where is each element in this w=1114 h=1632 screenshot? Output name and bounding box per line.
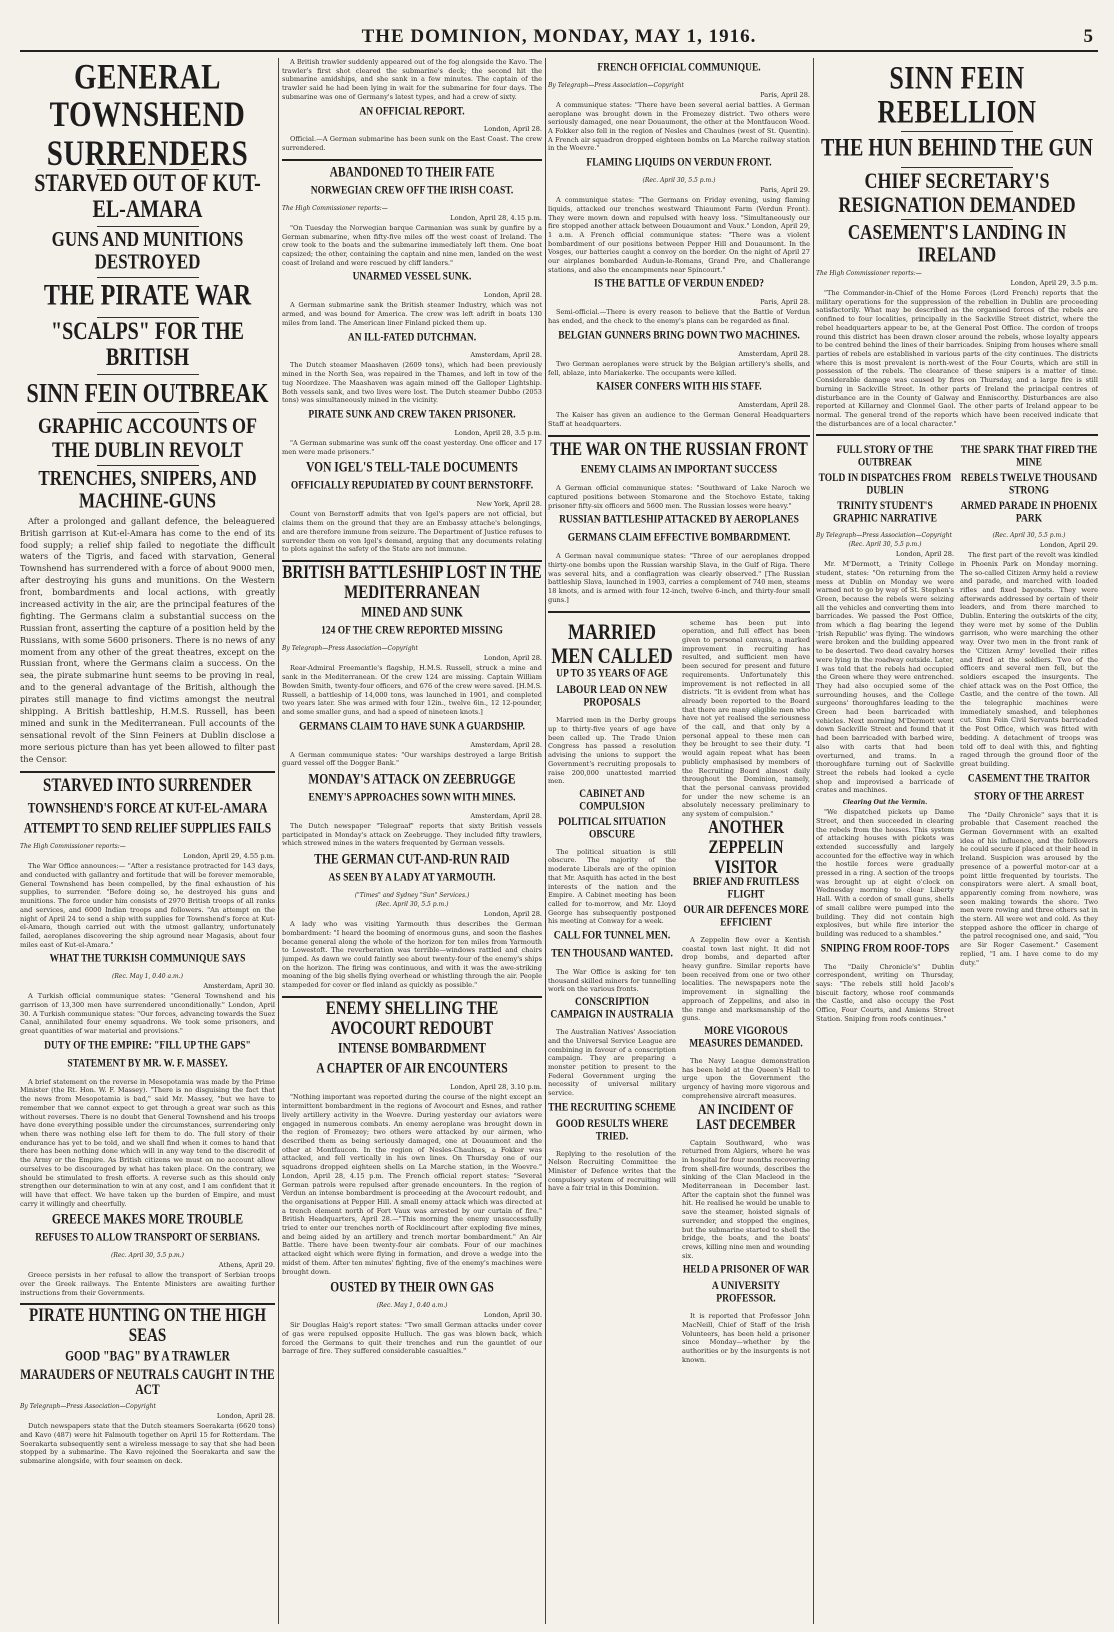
divider <box>282 996 542 998</box>
page-number: 5 <box>1083 26 1094 47</box>
dateline: London, April 28, 4.15 p.m. <box>450 213 542 222</box>
dateline: Paris, April 28. <box>760 90 810 99</box>
subheadline: BELGIAN GUNNERS BRING DOWN TWO MACHINES. <box>558 329 800 342</box>
article-body: The political situation is still obscure. The majority of the moderate Liberals are of the opinion that Mr. Asquith has acted in the best interests of the nation and the Empire. A Cabinet meeting has been called for to-morrow, and Mr. Lloyd George has subsequently postponed his meeting at Conway for a week. <box>548 847 676 926</box>
article-body: Married men in the Derby groups up to thirty-five years of age have been called up. The Trade Union Congress has passed a resolution advising the unions to support the Government's recruiting proposals to raise 200,000 unattested married men. <box>548 716 676 786</box>
headline: STARVED INTO SURRENDER <box>43 776 252 797</box>
article-body: Rear-Admiral Freemantle's flagship, H.M.S. Russell, struck a mine and sank in the Mediterranean. Of the crew 124 are missing. Captain William Bowden Smith, twenty-four officers, and 676 of the crew were saved. [H.M.S. Russell, a battleship of 14,000 tons, was launched in 1901, and completed two years later. She was armed with four 12in., twelve 6in., 12 12-pounder, and some smaller guns, and had a speed of nineteen knots.] <box>282 664 542 716</box>
headline-townshend: GENERAL TOWNSHEND SURRENDERS <box>46 58 249 174</box>
column-2 <box>282 58 542 1624</box>
dateline: New York, April 28. <box>476 500 542 509</box>
headline: CASEMENT'S LANDING IN IRELAND <box>847 220 1067 267</box>
subheadline: THE SPARK THAT FIRED THE MINE <box>960 444 1098 470</box>
received-line: (Rec. May 1, 0.40 a.m.) <box>112 973 183 981</box>
subheadline: ATTEMPT TO SEND RELIEF SUPPLIES FAILS <box>23 821 272 837</box>
subheadline: CALL FOR TUNNEL MEN. <box>553 929 671 943</box>
dateline: Amsterdam, April 28. <box>470 812 542 821</box>
dateline: Amsterdam, April 28. <box>738 349 810 358</box>
divider <box>97 277 199 278</box>
source-line: By Telegraph—Press Association—Copyright <box>282 645 418 653</box>
two-column-section <box>548 619 810 1369</box>
article-body: A lady who was visiting Yarmouth thus describes the German bombardment: "I heard the booming of enormous guns, and soon the flashes became general along the whole of the horizon for ten miles from Yarmouth to Lowestoft. The reverberation was terrible—windows rattled and chairs jumped. As dawn we could faintly see about twenty-four of the enemy's ships on the horizon. The firing was continuous, and with it was the awe-striking moaning of the big shells flying overhead or whistling through the air. People stampeded for cover or fled inland as quickly as possible." <box>282 920 542 990</box>
subheadline: GERMANS CLAIM EFFECTIVE BOMBARDMENT. <box>567 531 791 545</box>
divider <box>97 374 199 375</box>
source-line: The High Commissioner reports:— <box>282 204 388 212</box>
received-line: (Rec. May 1, 0.40 a.m.) <box>376 1302 448 1310</box>
subheadline: STORY OF THE ARREST <box>974 790 1084 803</box>
subheadline: NORWEGIAN CREW OFF THE IRISH COAST. <box>310 184 514 197</box>
subheadline: CABINET AND COMPULSION <box>579 788 645 814</box>
subheadline: IS THE BATTLE OF VERDUN ENDED? <box>594 277 764 291</box>
received-line: (Rec. April 30, 5.5 p.m.) <box>992 532 1066 540</box>
article-body: The War Office is asking for ten thousand skilled miners for tunnelling work on the various fronts. <box>548 968 676 994</box>
headline: THE GERMAN CUT-AND-RUN RAID <box>314 852 510 868</box>
subheadline: GOOD "BAG" BY A TRAWLER <box>65 1349 230 1365</box>
headline: GRAPHIC ACCOUNTS OF THE DUBLIN REVOLT <box>37 413 257 462</box>
divider <box>548 435 810 437</box>
subheadline: FRENCH OFFICIAL COMMUNIQUE. <box>597 61 761 75</box>
source-line: By Telegraph—Press Association—Copyright <box>20 1403 156 1411</box>
subheadline: AN OFFICIAL REPORT. <box>359 105 465 118</box>
received-line: (Rec. April 30, 5.5 p.m.) <box>111 1252 184 1260</box>
received-line: (Rec. April 30, 5.5 p.m.) <box>848 541 922 549</box>
headline: VON IGEL'S TELL-TALE DOCUMENTS <box>306 460 518 476</box>
divider <box>20 771 275 773</box>
article-body: The "Daily Chronicle" says that it is probable that Casement reached the German Government with an exalted idea of his influence, and the followers he could secure if placed at their head in Ireland. Suspicion was aroused by the presence of a powerful motor-car at a point little frequented by tourists. The conspirators were alert. A small boat, apparently coming from nowhere, was seen making towards the shore. Two men were rowing and three others sat in the stern. All were wet and cold. As they stepped ashore the officer in charge of the patrol recognised one, and said, "You are Sir Roger Casement." Casement replied, "I am. I have come to do my duty." <box>960 810 1098 967</box>
subheadline: CASEMENT THE TRAITOR <box>967 772 1091 785</box>
headline: THE PIRATE WAR <box>43 279 252 313</box>
received-line: (Rec. April 30, 5.5 p.m.) <box>375 901 449 909</box>
subheadline: SNIPING FROM ROOF-TOPS <box>820 942 950 955</box>
subheadline: THE RECRUITING SCHEME <box>548 1101 676 1114</box>
article-body: Semi-official.—There is every reason to believe that the Battle of Verdun has ended, and the check to the enemy's plans can be regarded as final. <box>548 308 810 326</box>
headline-sinn-fein: SINN FEIN REBELLION <box>877 59 1037 131</box>
divider <box>282 159 542 161</box>
column-rule <box>278 58 279 1624</box>
article-body: Two German aeroplanes were struck by the Belgian artillery's shells, and fell, ablaze, into Mariakerke. The occupants were killed. <box>548 359 810 377</box>
source-line: ("Times" and Sydney "Sun" Services.) <box>354 892 470 900</box>
article-body: The War Office announces:— "After a resistance protracted for 143 days, and conducted with gallantry and fortitude that will be forever memorable, General Townshend has been compelled, by the final exhaustion of his supplies, to surrender. "Before doing so, he destroyed his guns and munitions. The force under him consists of 2970 British troops of all ranks and services, and 6000 Indian troops and followers. "An attempt on the night of April 24 to send a ship with supplies for Townshend's force at Kut-el-Amara, though carried out with the utmost gallantry, unfortunately failed, aeroplanes discovering the ship aground near Magasis, about four miles east of Kut-el-Amara." <box>20 862 275 949</box>
subheadline: RUSSIAN BATTLESHIP ATTACKED BY AEROPLANES <box>559 513 799 527</box>
received-line: (Rec. April 30, 5.5 p.m.) <box>642 177 716 185</box>
subheadline: ENEMY CLAIMS AN IMPORTANT SUCCESS <box>580 463 778 477</box>
subheadline: GOOD RESULTS WHERE TRIED. <box>555 1117 669 1143</box>
divider <box>816 434 1098 436</box>
article-body: Mr. M'Dermott, a Trinity College student, states: "On returning from the mess at Dublin on Monday we were warned not to go by way of St. Stephen's Green, because the rebels were seizing all the vehicles and converting them into barricades. We passed the Post Office, from which a flag bearing the legend 'Irish Republic' was flying. The windows were broken and the building appeared to be deserted. Two dead cavalry horses were lying in the roadway outside. Later, I was told that the rebels had occupied the Green where they were entrenched. They had also occupied some of the surrounding houses, and the College surgeons' thoroughfares leading to the Green had been barricaded with vehicles. Next morning M'Dermott went down Sackville Street and found that it had been barricaded with barbed wire, also with carts that had been overturned, and trams. In a thoroughfare turning out of Sackville Street the rebels had looked a cycle shop and improvised a barricade of crates and machines. <box>816 560 954 795</box>
subheadline: REBELS TWELVE THOUSAND STRONG <box>960 472 1098 498</box>
masthead-title: THE DOMINION, MONDAY, MAY 1, 1916. <box>361 26 757 47</box>
subheadline: TEN THOUSAND WANTED. <box>551 947 673 961</box>
dateline: Amsterdam, April 28. <box>470 351 542 360</box>
article-body: The Kaiser has given an audience to the German General Headquarters Staff at headquarters. <box>548 411 810 428</box>
article-body: "We dispatched pickets up Dame Street, and then succeeded in clearing the rebels from the houses. This system of attacking houses with pickets was extended successfully and largely accounted for the effective way in which the hostile forces were gradually pressed in a ring. A section of the troops was brought up at eight o'clock on Wednesday morning to clear Liberty Hall. With a cordon of small guns, shells of small calibre were pumped into the building. They did not contain high explosives, but while fire interior the building was reduced to a shambles." <box>816 808 954 938</box>
headline: OUSTED BY THEIR OWN GAS <box>330 1280 494 1296</box>
article-body: scheme has been put into operation, and full effect has been given to personal canvass, a marked improvement in recruiting has resulted, and sufficient men have been secured for present and future requirements. Unfortunately this improvement is not reflected in all districts. "It is evident from what has already been reported to the Board that there are many eligible men who have not yet realised the seriousness of the call, and that only by a personal appeal to these men can they be brought to see their duty. "I would again repeat what has been publicly emphasised by members of the Recruiting Board almost daily throughout the Dominion, namely, that the personal canvass provided for under the new scheme is an absolutely necessary preliminary to any system of compulsion." <box>682 618 810 819</box>
subheadline: MORE VIGOROUS MEASURES DEMANDED. <box>689 1025 803 1051</box>
subcolumn-right <box>960 442 1098 1027</box>
article-body: Sir Douglas Haig's report states: "Two small German attacks under cover of gas were repulsed opposite Hulluch. The gas was blown back, which forced the Germans to quit their trenches and run the gauntlet of our barrage of fire. They suffered considerable casualties." <box>282 1321 542 1356</box>
subheadline: OUR AIR DEFENCES MORE EFFICIENT <box>683 904 809 930</box>
dateline: Paris, April 28. <box>760 298 810 307</box>
article-body: Count von Bernstorff admits that von Igel's papers are not official, but claims them on the ground that they are an Embassy attache's belongings, and are therefore immune from seizure. The Department of Justice refuses to surrender them on von Igel's demand, arguing that any documents relating to plots against the safety of the State are not immune. <box>282 510 542 554</box>
article-body: "The Commander-in-Chief of the Home Forces (Lord French) reports that the military operations for the suppression of the rebellion in Dublin are proceeding satisfactorily. What may be described as the organised forces of the rebels are confined to four localities, principally in the Sackville Street district, where the rebel headquarters appear to be, at the General Post Office. The cordon of troops round this district has been drawn closer around the rebels, whose loyalty appears to be centred behind the lines of their barricades. Sniping from houses where small parties of rebels are established in various parts of the city continues. The districts where this is most prevalent is north-west of the Four Courts, which are still in possession of the rebels. The clearance of these snipers is a matter of time. Considerable damage was caused by fires on Thursday, and a large fire is still burning in Sackville Street. In other parts of Ireland the principal centres of disturbance are in the County of Galway and Enniscorthy. Disturbances are also reported at Killarney and Clonmel Gaol. The other parts of Ireland appear to be normal. The general trend of the reports which have been received indicate that the disturbances are of a local character." <box>816 289 1098 428</box>
subheadline: DUTY OF THE EMPIRE: "FILL UP THE GAPS" <box>44 1039 251 1052</box>
subheadline: OFFICIALLY REPUDIATED BY COUNT BERNSTORFF. <box>290 479 534 493</box>
subheadline: MINED AND SUNK <box>361 605 463 621</box>
article-body: The first part of the revolt was kindled in Phoenix Park on Monday morning. The so-called Citizen Army held a review and parade, and marched with loaded rifles and fixed bayonets. They were afterwards addressed by certain of their leaders, and from there marched to Dublin. Entering the outskirts of the city, they were met by some of the Dublin garrison, who were marching the other way. Over two men in the front rank of the 'Citizen Army' levelled their rifles and fired at the soldiers. Two of the officers and several men fell, but the soldiers escaped the insurgents. The chief attack was on the Post Office, the Castle, and the centre of the town. All the telegraphic machines were immediately smashed, and telephones cut. Sinn Fein Civil Servants barricaded the Post Office, which was fitted with bedding. A detachment of troops was told off to deal with this, and fighting raged through the ground floor of the great building. <box>960 551 1098 768</box>
subheadline: KAISER CONFERS WITH HIS STAFF. <box>596 380 762 394</box>
dateline: London, April 29, 4.55 p.m. <box>183 852 275 861</box>
dateline: Athens, April 29. <box>218 1261 275 1270</box>
subheadline: CONSCRIPTION CAMPAIGN IN AUSTRALIA <box>550 996 674 1022</box>
subheadline: UNARMED VESSEL SUNK. <box>352 270 472 284</box>
column-1 <box>20 58 275 1624</box>
source-line: By Telegraph—Press Association—Copyright <box>816 532 952 540</box>
article-body: "A German submarine was sunk off the coast yesterday. One officer and 17 men were made prisoners." <box>282 438 542 456</box>
headline: MONDAY'S ATTACK ON ZEEBRUGGE <box>308 772 516 788</box>
source-line: By Telegraph—Press Association—Copyright <box>548 81 684 89</box>
subcolumn-left <box>816 442 954 1027</box>
subheadline: POLITICAL SITUATION OBSCURE <box>558 816 666 842</box>
article-body: A communique states: "The Germans on Friday evening, using flaming liquids, attacked our trenches westward Thiaumont Farm (Verdun Front). They were mown down and repulsed with heavy loss. "Simultaneously our fire stopped another attack between Douaumont and Vaux." London, April 29, 1 a.m. A French official communique states: "There was a violent bombardment of our positions between Pepper Hill and Douaumont. In the Vosges, our batteries caught a convoy on the border. On the night of April 27 our airplanes bombarded Audun-le-Romans, Grand Pre, and Challerange stations, and also the encampments near Spincourt." <box>548 196 810 274</box>
headline: CHIEF SECRETARY'S RESIGNATION DEMANDED <box>838 167 1076 217</box>
headline: THE WAR ON THE RUSSIAN FRONT <box>550 439 808 460</box>
article-body: Captain Southward, who was returned from Algiers, where he was in hospital for four months recovering from shell-fire wounds, describes the sinking of the Clan Macleod in the Mediterranean in December last. After the captain shot the funnel was hit. He realised he would be unable to save the steamer, hoisted signals of surrender, and stopped the engines, but the submarine started to shell the bridge, the boats, and the boats' crews, killing nine men and wounding six. <box>682 1138 810 1260</box>
article-body: "On Tuesday the Norwegian barque Carmanian was sunk by gunfire by a German submarine, when fifty-five miles off the west coast of Ireland. The crew took to the boats and the submarine immediately left them. One boat capsized; the other, containing the captain and nine men, landed on the west coast of Ireland and were rescued by cliff landers." <box>282 223 542 267</box>
subheadline: AN ILL-FATED DUTCHMAN. <box>347 331 477 344</box>
article-body: The "Daily Chronicle's" Dublin correspondent, writing on Thursday, says: "The rebels still hold Jacob's biscuit factory, whose roof commands the Castle, and also occupy the Post Office, Four Courts, and Amiens Street Station. Sniping from roofs continues." <box>816 962 954 1023</box>
subheadline: AS SEEN BY A LADY AT YARMOUTH. <box>328 871 496 885</box>
article-body: A Zeppelin flew over a Kentish coastal town last night. It did not drop bombs, and departed after heavy gunfire. Similar reports have been received from one or two other localities. The newspapers note the improvement in signalling the approach of Zeppelins, and also in the range and marksmanship of the guns. <box>682 935 810 1023</box>
article-body: Official.—A German submarine has been sunk on the East Coast. The crew surrendered. <box>282 135 542 153</box>
dateline: London, April 28. <box>483 291 542 300</box>
article-body: A German official communique states: "Southward of Lake Naroch we captured positions between Stomarone and the Stochovo Estate, taking prisoner fifty-six officers and 5600 men. The Russian losses were heavy." <box>548 484 810 510</box>
column-4 <box>816 58 1098 1624</box>
column-rule <box>813 58 814 1624</box>
section-subhead: Clearing Out the Vermin. <box>842 799 928 807</box>
headline: MARRIED MEN CALLED <box>551 618 673 668</box>
dateline: London, April 28. <box>216 1412 275 1421</box>
subheadline: A CHAPTER OF AIR ENCOUNTERS <box>316 1061 508 1077</box>
article-body: It is reported that Professor John MacNeill, Chief of Staff of the Irish Volunteers, has been held a prisoner since Monday—whether by the authorities or by the insurgents is not known. <box>682 1312 810 1364</box>
divider <box>282 560 542 562</box>
dateline: London, April 28. <box>483 654 542 663</box>
dateline: London, April 28. <box>483 125 542 134</box>
dateline: Paris, April 29. <box>760 186 810 195</box>
column-3 <box>548 58 810 1624</box>
headline: ANOTHER ZEPPELIN VISITOR <box>708 817 784 877</box>
headline: BRITISH BATTLESHIP LOST IN THE MEDITERRANEAN <box>282 562 542 603</box>
article-body: A Turkish official communique states: "General Townshend and his garrison of 13,300 men have surrendered unconditionally." London, April 30. A Turkish communique states: "Our forces, advancing towards the Suez Canal, annihilated four enemy squadrons. We took some prisoners, and great quantities of war material and provisions." <box>20 992 275 1036</box>
subheadline: WHAT THE TURKISH COMMUNIQUE SAYS <box>49 952 246 966</box>
article-body: Replying to the resolution of the Nelson Recruiting Committee the Minister of Defence writes that the compulsory system of recruiting will have a fair trial in this Dominion. <box>548 1149 676 1193</box>
subheadline: REFUSES TO ALLOW TRANSPORT OF SERBIANS. <box>35 1231 260 1245</box>
subcolumn-left <box>548 619 676 1369</box>
headline: STARVED OUT OF KUT-EL-AMARA <box>34 169 261 224</box>
subheadline: INTENSE BOMBARDMENT <box>338 1041 486 1057</box>
subheadline: 124 OF THE CREW REPORTED MISSING <box>321 624 503 638</box>
headline: "SCALPS" FOR THE BRITISH <box>51 317 244 372</box>
two-column-section <box>816 442 1098 1027</box>
subheadline: MARAUDERS OF NEUTRALS CAUGHT IN THE ACT <box>20 1368 275 1399</box>
subheadline: HELD A PRISONER OF WAR <box>682 1263 810 1277</box>
headline: GUNS AND MUNITIONS DESTROYED <box>51 227 244 274</box>
headline: SINN FEIN OUTBREAK <box>26 377 269 409</box>
headline: TRENCHES, SNIPERS, AND MACHINE-GUNS <box>38 466 257 513</box>
intro-summary: After a prolonged and gallant defence, the beleaguered British garrison at Kut-el-Amara has come to the end of its food supply; a relief ship failed to negotiate the difficult waters of the Tigris, and faced with starvation, General Townshend has surrendered with a force of about 9000 men, after destroying his guns and munitions. On the Western front, bombardments and local actions, with greatly increased activity in the air, are the principal features of the fighting. The Germans claim a substantial success on the Russian front, asserting the capture of a position held by the Russians, with some 5600 prisoners. There is no news of any moment from any other of the great theatres, except on the Russian front, where the Germans claim a success. On the sea, the pirate submarine hunt seems to be proving in real, and to the general advantage of the British, although the pirates still manage to find victims amongst the neutral shipping. A British battleship, H.M.S. Russell, has been mined and sunk in the Mediterranean. Full accounts of the sensational revolt of the Sinn Feiners at Dublin disclose a more serious picture than has yet been allowed to filter past the Censor. <box>20 515 275 764</box>
dateline: Amsterdam, April 28. <box>738 401 810 410</box>
subheadline: FLAMING LIQUIDS ON VERDUN FRONT. <box>586 156 772 170</box>
subheadline: BRIEF AND FRUITLESS FLIGHT <box>692 876 800 902</box>
article-body: "Nothing important was reported during the course of the night except an intermittent bombardment in the regions of Avocourt and Esnes, and rather lively artillery activity in the Woevre. During yesterday our aviators were engaged in numerous combats. An enemy aeroplane was brought down in the region of Fromezey; two others were attacked by our airmen, who described them as being seriously damaged, one at Douaumont and the other at Montfaucon. In the region of Nesles-Chaulnes, a Fokker was attacked, and fell vertically in his own lines. On Thursday one of our squadrons dropped eighteen shells on La Marche station, in the Woevre." London, April 28, 4.15 p.m. The French official report states: "Several German patrols were repulsed after grenade encounters. In the region of Verdun an intense bombardment is proceeding at the Avocourt redoubt, and the organisations at Pepper Hill. A small enemy attack which was directed at a trench element north of Fort Vaux was arrested by our curtain of fire." British Headquarters, April 28.—"This morning the enemy unsuccessfully tried to enter our trenches north of Rocklincourt after exploding five mines, and being aided by an artillery and trench mortar bombardment." An Air Battle. There have been twenty-four air combats. Four of our machines attacked eight which were flying in formation, and drove a wedge into the midst of them. After ten minutes' fighting, five of the enemy's machines were brought down. <box>282 1093 542 1276</box>
article-body: A brief statement on the reverse in Mesopotamia was made by the Prime Minister (the Rt. Hon. W. F. Massey). "There is no disguising the fact that the news from Mesopotamia is bad," said Mr. Massey, "but we have to remember that we cannot expect to get through a great war such as this without reverses. There is no doubt that General Townshend and his troops have done everything possible under the circumstances, surrendering only when there was nothing else left for them to do. The full story of their endurance has yet to be told, and we shall find when it comes to hand that there has been nothing done which will in any way tend to the discredit of the Army or the Empire. As British citizens we must on no account allow ourselves to be discouraged by what has taken place. On the contrary, we should be stimulated to fresh efforts. A reverse such as this should only strengthen our determination to win at any cost, and I am confident that it will have that effect. We have taken up the burden of Empire, and must carry it willingly and cheerfully. <box>20 1077 275 1208</box>
column-rule <box>545 58 546 1624</box>
article-body: The Dutch newspaper "Telegraaf" reports that sixty British vessels participated in Monday's attack on Zeebrugge. They included fifty trawlers, which strewed mines in the waters frequented by German vessels. <box>282 822 542 848</box>
subheadline: STATEMENT BY MR. W. F. MASSEY. <box>67 1057 228 1070</box>
article-body: A German communique states: "Our warships destroyed a large British guard vessel off the Dogger Bank." <box>282 750 542 768</box>
headline: AN INCIDENT OF LAST DECEMBER <box>696 1103 796 1134</box>
subheadline: GERMANS CLAIM TO HAVE SUNK A GUARDSHIP. <box>299 720 525 733</box>
subheadline: TRINITY STUDENT'S GRAPHIC NARRATIVE <box>832 500 938 526</box>
headline: ENEMY SHELLING THE AVOCOURT REDOUBT <box>325 998 499 1039</box>
article-body: Dutch newspapers state that the Dutch steamers Soerakarta (6620 tons) and Kavo (487) were hit Falmouth together on April 15 for Rotterdam. The Soerakarta subsequently sent a wireless message to say that she had been stopped by a submarine. The Kavo rejoined the Soerakarta and saw the submarine alongside, with four seamen on deck. <box>20 1422 275 1465</box>
subheadline: ENEMY'S APPROACHES SOWN WITH MINES. <box>308 791 516 805</box>
headline: THE HUN BEHIND THE GUN <box>821 133 1093 162</box>
article-body: A German submarine sank the British steamer Industry, which was not armed, and was bound for America. The crew was left adrift in boats 130 miles from land. The American liner Finland picked them up. <box>282 301 542 327</box>
subheadline: PIRATE SUNK AND CREW TAKEN PRISONER. <box>308 408 516 422</box>
subheadline: TOWNSHEND'S FORCE AT KUT-EL-AMARA <box>27 801 268 817</box>
subheadline: FULL STORY OF THE OUTBREAK <box>836 444 934 470</box>
dateline: Amsterdam, April 28. <box>470 740 542 749</box>
dateline: London, April 28, 3.5 p.m. <box>454 428 542 437</box>
article-body: The Australian Natives' Association and the Universal Service League are combining in favour of a conscription campaign. They are preparing a monster petition to present to the Federal Government urging the necessity of universal military service. <box>548 1028 676 1098</box>
source-line: The High Commissioner reports:— <box>816 270 922 278</box>
headline: GREECE MAKES MORE TROUBLE <box>51 1212 244 1228</box>
dateline: London, April 29, 3.5 p.m. <box>1010 279 1098 288</box>
subheadline: TOLD IN DISPATCHES FROM DUBLIN <box>818 472 952 498</box>
subheadline: ARMED PARADE IN PHOENIX PARK <box>960 500 1098 526</box>
dateline: London, April 30. <box>483 1311 542 1320</box>
article-body: A German naval communique states: "Three of our aeroplanes dropped thirty-one bombs upon the Russian warship Slava, in the Gulf of Riga. There was several hits, and a conflagration was clearly observed." [The Russian battleship Slava, launched in 1903, carries a complement of 740 men, steams 18 knots, and is armed with four 12-inch, twelve 6-inch, and thirty-four small guns.] <box>548 552 810 604</box>
article-body: The Navy League demonstration has been held at the Queen's Hall to urge upon the Government the urgency of having more vigorous and comprehensive aircraft measures. <box>682 1056 810 1100</box>
article-body: A British trawler suddenly appeared out of the fog alongside the Kavo. The trawler's first shot cleared the submarine's deck; the second hit the submarine amidships, and she sank in a few minutes. The captain of the trawler said he had been lying in wait for the submarine for four days. The submarine was one of Germany's latest types, and had a crew of sixty. <box>282 58 542 101</box>
subcolumn-right <box>682 619 810 1369</box>
headline: ABANDONED TO THEIR FATE <box>329 165 495 181</box>
dateline: Amsterdam, April 30. <box>203 982 275 991</box>
article-body: A communique states: "There have been several aerial battles. A German aeroplane was brought down in the Fromezey district. Two others were seriously damaged, one near Douaumont, the other at the Montfaucon Wood. A Fokker also fell in the region of Nesles and Chaulnes (west of St. Quentin). A French air squadron dropped eighteen bombs on La Marche railway station in the Woevre." <box>548 100 810 153</box>
dateline: London, April 28. <box>895 550 954 559</box>
dateline: London, April 29. <box>1039 541 1098 550</box>
headline: PIRATE HUNTING ON THE HIGH SEAS <box>29 1306 266 1346</box>
masthead <box>20 28 1098 52</box>
dateline: London, April 28. <box>483 910 542 919</box>
subheadline: A UNIVERSITY PROFESSOR. <box>711 1280 781 1306</box>
dateline: London, April 28, 3.10 p.m. <box>450 1083 542 1092</box>
article-body: Greece persists in her refusal to allow the transport of Serbian troops over the Greek railways. The Entente Ministers are awaiting further instructions from their Governments. <box>20 1271 275 1297</box>
article-body: The Dutch steamer Maashaven (2609 tons), which had been previously mined in the North Sea, was repaired in the Thames, and left in tow of the tug Noordzee. The Maashaven was again mined off the Galloper Lightship. Both vessels sank, and two lives were lost. The Dutch steamer Dubbo (2053 tons) was simultaneously mined in the vicinity. <box>282 361 542 405</box>
source-line: The High Commissioner reports:— <box>20 843 126 851</box>
divider <box>548 611 810 613</box>
subheadline: UP TO 35 YEARS OF AGE <box>556 667 668 681</box>
subheadline: LABOUR LEAD ON NEW PROPOSALS <box>556 684 668 710</box>
divider <box>901 131 1014 132</box>
